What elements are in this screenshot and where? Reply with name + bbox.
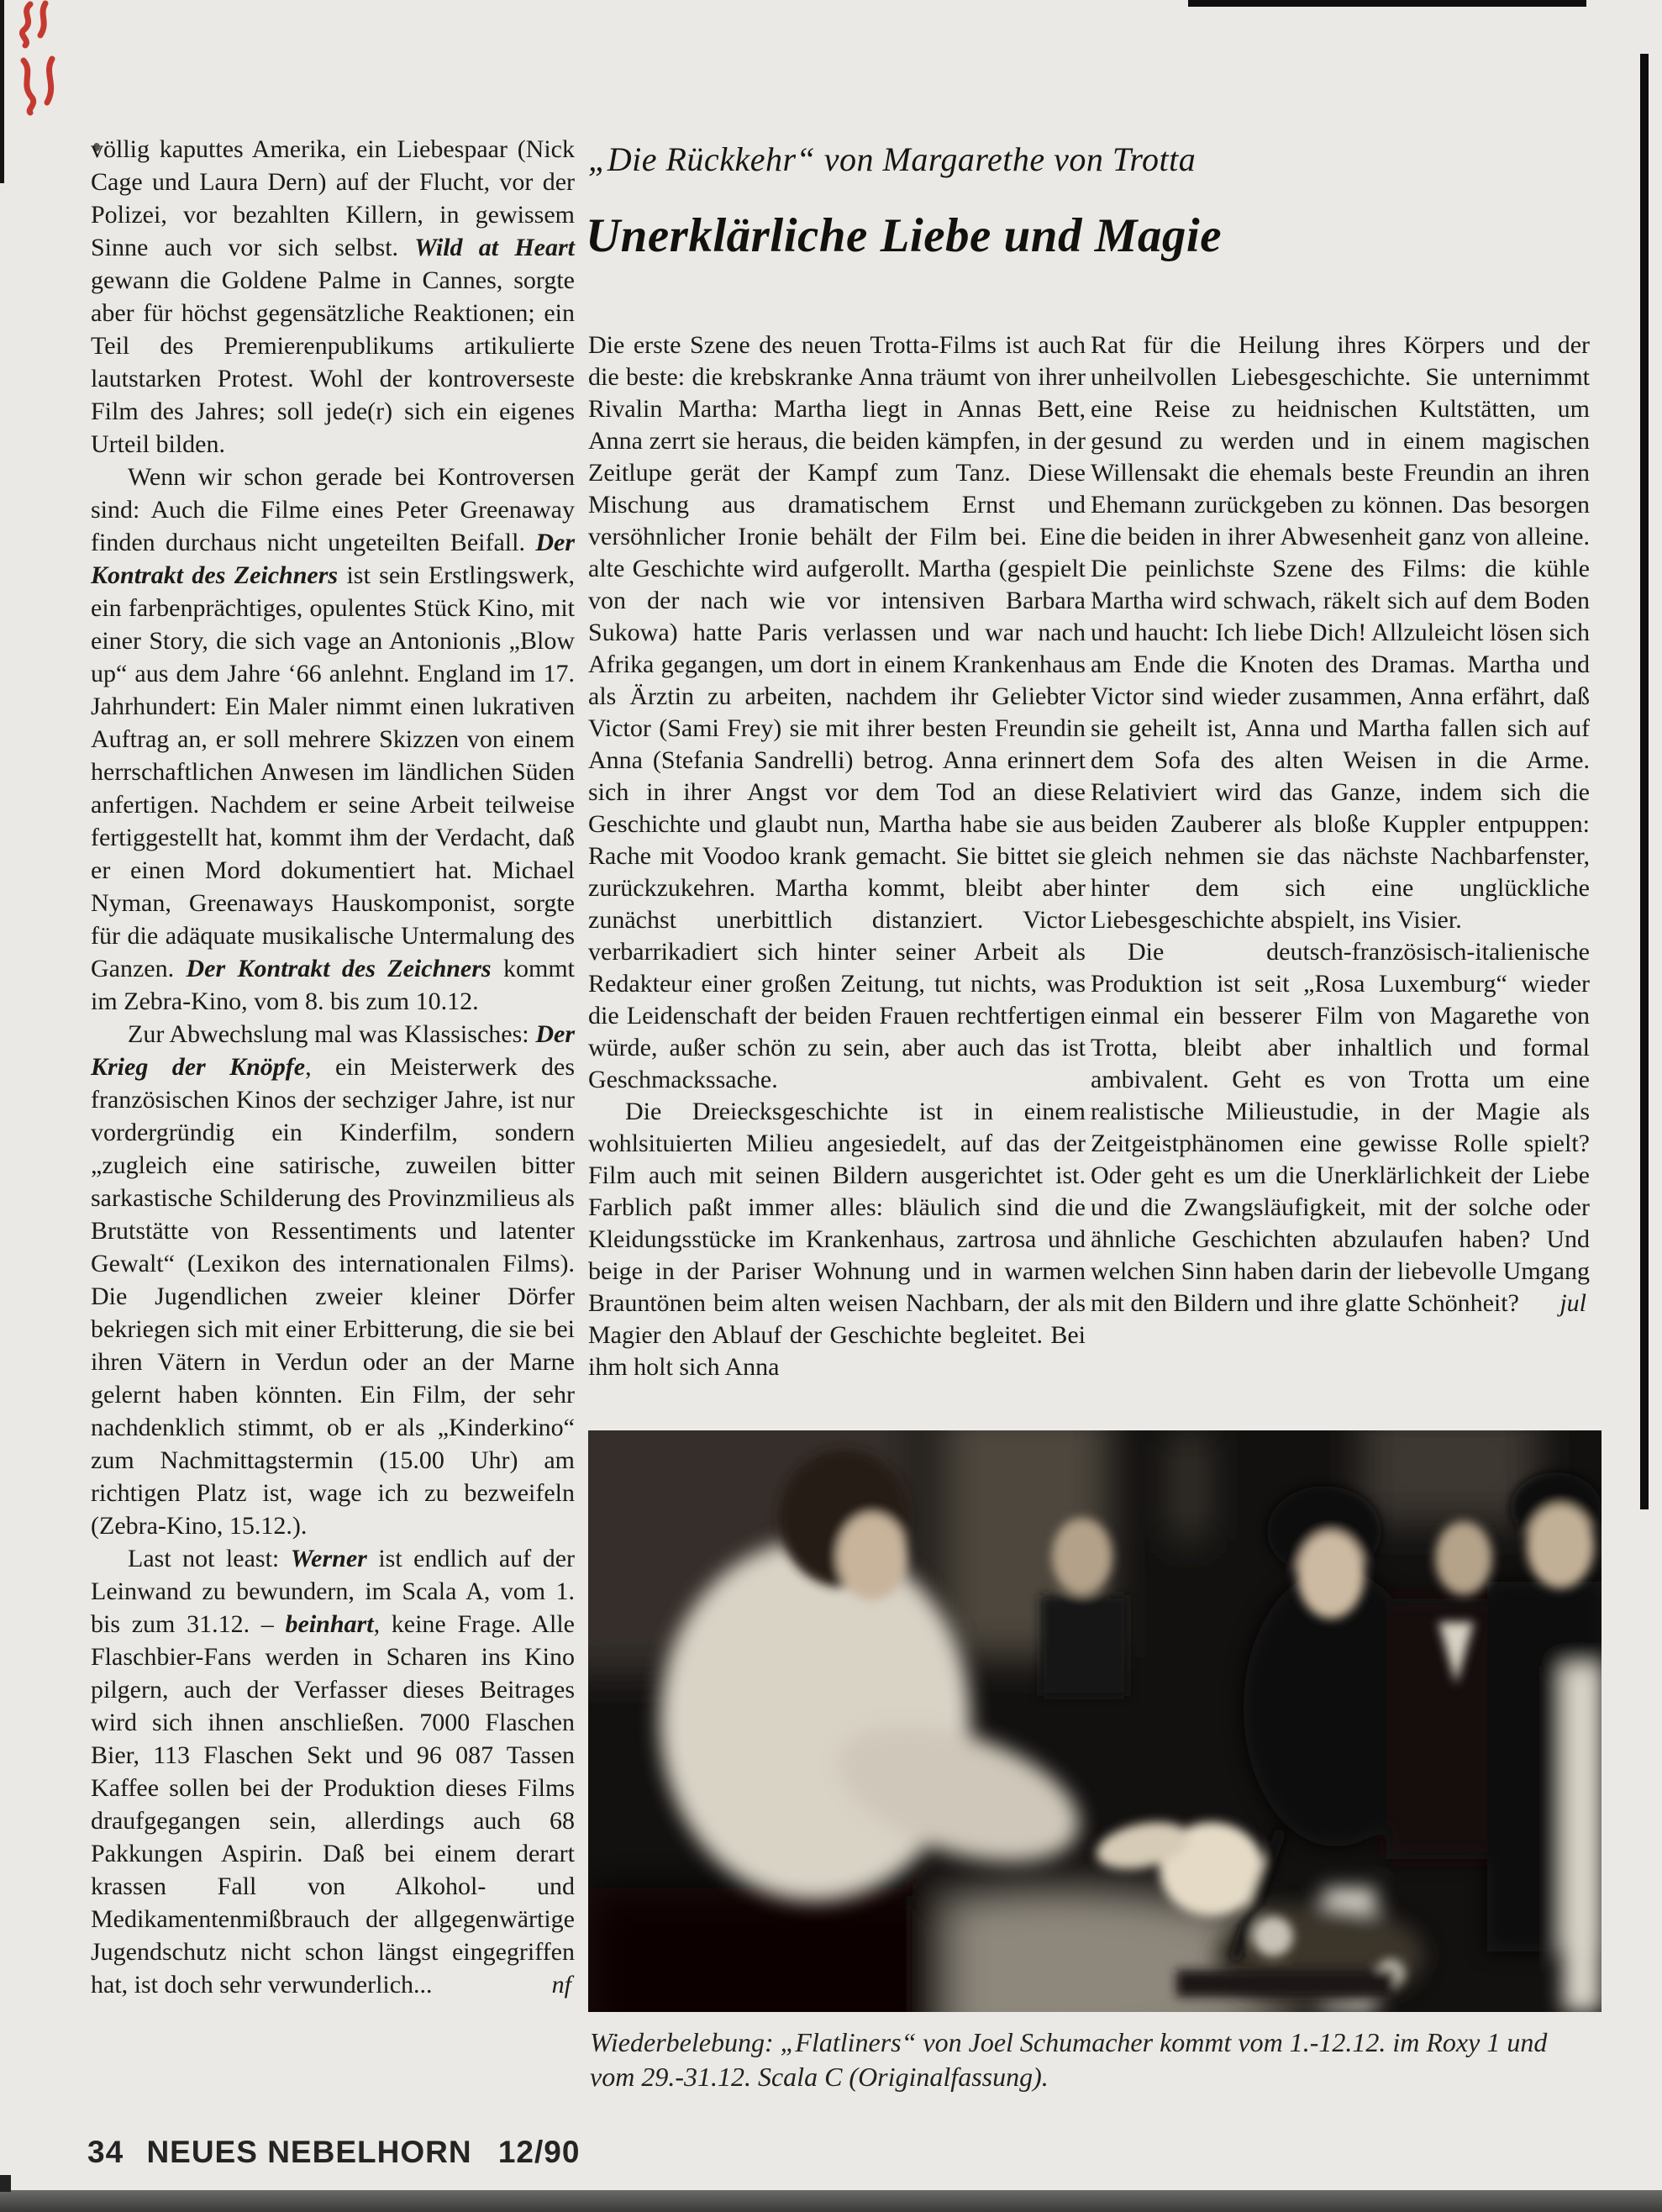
paragraph: [91, 133, 575, 461]
paragraph: [91, 1542, 575, 2001]
text-run: Werner: [290, 1545, 367, 1572]
text-run: beinhart: [285, 1610, 374, 1638]
paragraph: [1091, 329, 1590, 936]
scan-edge-bottom: [0, 2190, 1662, 2212]
article-headline: Unerklärliche Liebe und Magie: [586, 209, 1223, 262]
right-column: [1091, 329, 1590, 1319]
paragraph: [1091, 936, 1590, 1319]
author-signature: nf: [551, 1971, 571, 1999]
text-run: kommt im Zebra-Kino, vom 8. bis zum 10.12.: [91, 955, 575, 1015]
page-footer: [87, 2135, 844, 2170]
text-run: , ein Meisterwerk des französischen Kinos der sechziger Jahre, ist nur vordergründig ein Kinderfilm, sondern „zugleich eine satirische, zuweilen bitter sarkastische Schilderung des Provinzmilieus als Brutstätte von Ressentiments und latenter Gewalt“ (Lexikon des internationalen Films). Die Jugendlichen zweier kleiner Dörfer bekriegen sich mit einer Erbitterung, die sie bei ihren Vätern in Verdun oder an der Marne gelernt haben könnten. Ein Film, der sehr nachdenklich stimmt, ob er als „Kinderkino“ zum Nachmittagstermin (15.00 Uhr) am richtigen Platz ist, wage ich zu bezweifeln (Zebra-Kino, 15.12.).: [91, 1053, 575, 1540]
scan-edge-right: [1640, 54, 1649, 1509]
text-run: Der Krieg der Knöpfe: [91, 1020, 575, 1081]
red-pen-scribble-icon: [5, 0, 69, 118]
text-run: Die Dreiecksgeschichte ist in einem wohlsituierten Milieu angesiedelt, auf das der Film auch mit seinen Bildern ausgerichtet ist. Farblich paßt immer alles: bläulich sind die Kleidungsstücke im Krankenhaus, zartrosa und beige in der Pariser Wohnung und in warmen Brauntönen beim alten weisen Nachbarn, der als Magier den Ablauf der Geschichte begleitet. Bei ihm holt sich Anna: [588, 1098, 1086, 1381]
issue-number: 12/90: [497, 2135, 581, 2169]
paragraph: [588, 1096, 1086, 1383]
text-run: Zur Abwechslung mal was Klassisches:: [128, 1020, 536, 1048]
left-column: [91, 133, 575, 2001]
photo-caption: Wiederbelebung: „Flatliners“ von Joel Schumacher kommt vom 1.-12.12. im Roxy 1 und vom 29.-31.12. Scala C (Originalfassung).: [590, 2027, 1548, 2092]
text-run: ist sein Erstlingswerk, ein farbenprächtiges, opulentes Stück Kino, mit einer Story, die sich vage an Antonionis „Blow up“ aus dem Jahre ‘66 anlehnt. England im 17. Jahrhundert: Ein Maler nimmt einen lukrativen Auftrag an, er soll mehrere Skizzen von einem herrschaftlichen Anwesen im ländlichen Süden anfertigen. Nachdem er seine Arbeit teilweise fertiggestellt hat, kommt ihm der Verdacht, daß er einen Mord dokumentiert hat. Michael Nyman, Greenaways Hauskomponist, sorgte für die adäquate musikalische Untermalung des Ganzen.: [91, 561, 576, 982]
text-run: Wild at Heart: [414, 234, 575, 261]
author-signature: jul: [1559, 1289, 1586, 1317]
paragraph: [91, 461, 575, 1018]
text-run: Der Kontrakt des Zeichners: [91, 529, 575, 589]
text-run: Wenn wir schon gerade bei Kontroversen sind: Auch die Filme eines Peter Greenaway finden durchaus nicht ungeteilten Beifall.: [91, 463, 575, 556]
magazine-title: NEUES NEBELHORN: [146, 2135, 472, 2169]
film-still-art: [588, 1430, 1602, 2012]
article-kicker: „Die Rückkehr“ von Margarethe von Trotta: [588, 140, 1197, 178]
scan-edge-left: [0, 0, 4, 183]
text-run: Rat für die Heilung ihres Körpers und der unheilvollen Liebesgeschichte. Sie unternimmt eine Reise zu heidnischen Kultstätten, um gesund zu werden und in einem magischen Willensakt die ehemals beste Freundin an ihren Ehemann zurückgeben zu können. Das besorgen die beiden in ihrer Abwesenheit ganz von alleine. Die peinlichste Szene des Films: die kühle Martha wird schwach, räkelt sich auf dem Boden und haucht: Ich liebe Dich! Allzuleicht lösen sich am Ende die Knoten des Dramas. Martha und Victor sind wieder zusammen, Anna erfährt, daß sie geheilt ist, Anna und Martha fallen sich auf dem Sofa des alten Weisen in die Arme. Relativiert wird das Ganze, indem sich die beiden Zauberer als bloße Kuppler entpuppen: gleich nehmen sie das nächste Nachbarfenster, hinter dem sich eine unglückliche Liebesgeschichte abspielt, ins Visier.: [1091, 331, 1590, 934]
text-run: , keine Frage. Alle Flaschbier-Fans werden in Scharen ins Kino pilgern, auch der Verfasser dieses Beitrages wird sich ihnen anschließen. 7000 Flaschen Bier, 113 Flaschen Sekt und 96 087 Tassen Kaffee sollen bei der Produktion dieses Films draufgegangen sein, allerdings auch 68 Pakkungen Aspirin. Daß bei einem derart krassen Fall von Alkohol- und Medikamentenmißbrauch der allgegenwärtige Jugendschutz nicht schon längst eingegriffen hat, ist doch sehr verwunderlich...: [91, 1610, 575, 1999]
middle-column: [588, 329, 1086, 1383]
film-still-photo: [588, 1430, 1602, 2012]
text-run: gewann die Goldene Palme in Cannes, sorgte aber für höchst gegensätzliche Reaktionen; ein Teil des Premierenpublikums artikulierte lautstarken Protest. Wohl der kontroverseste Film des Jahres; soll jede(r) sich ein eigenes Urteil bilden.: [91, 266, 575, 458]
text-run: Last not least:: [128, 1545, 291, 1572]
scan-spot-bottom-left: [0, 2175, 11, 2192]
text-run: völlig kaputtes Amerika, ein Liebespaar (Nick Cage und Laura Dern) auf der Flucht, vor der Polizei, vor bezahlten Killern, in gewissem Sinne auch vor sich selbst.: [91, 135, 575, 261]
paragraph: [588, 329, 1086, 1096]
text-run: Die erste Szene des neuen Trotta-Films ist auch die beste: die krebskranke Anna träumt von ihrer Rivalin Martha: Martha liegt in Annas Bett, Anna zerrt sie heraus, die beiden kämpfen, in der Zeitlupe gerät der Kampf zum Tanz. Diese Mischung aus dramatischem Ernst und versöhnlicher Ironie behält der Film bei. Eine alte Geschichte wird aufgerollt. Martha (gespielt von der nach wie vor intensiven Barbara Sukowa) hatte Paris verlassen und war nach Afrika gegangen, um dort in einem Krankenhaus als Ärztin zu arbeiten, nachdem ihr Geliebter Victor (Sami Frey) sie mit ihrer besten Freundin Anna (Stefania Sandrelli) betrog. Anna erinnert sich in ihrer Angst vor dem Tod an diese Geschichte und glaubt nun, Martha habe sie aus Rache mit Voodoo krank gemacht. Sie bittet sie zurückzukehren. Martha kommt, bleibt aber zunächst unerbittlich distanziert. Victor verbarrikadiert sich hinter seiner Arbeit als Redakteur einer großen Zeitung, tut nichts, was die Leidenschaft der beiden Frauen rechtfertigen würde, außer schön zu sein, aber auch das ist Geschmackssache.: [588, 331, 1086, 1093]
text-run: Die deutsch-französisch-italienische Produktion ist seit „Rosa Luxemburg“ wieder einmal ein besserer Film von Magarethe von Trotta, bleibt aber inhaltlich und formal ambivalent. Geht es von Trotta um eine realistische Milieustudie, in der Magie als Zeitgeistphänomen eine gewisse Rolle spielt? Oder geht es um die Unerklärlichkeit der Liebe und die Zwangsläufigkeit, mit der solche oder ähnliche Geschichten abzulaufen haben? Und welchen Sinn haben darin der liebevolle Umgang mit den Bildern und ihre glatte Schönheit?: [1091, 938, 1590, 1317]
page-number: 34: [87, 2135, 124, 2169]
text-run: Der Kontrakt des Zeichners: [186, 955, 492, 982]
scan-edge-top-right: [1188, 0, 1586, 7]
text-run: ist endlich auf der Leinwand zu bewundern, im Scala A, vom 1. bis zum 31.12. –: [91, 1545, 575, 1638]
paragraph: [91, 1018, 575, 1542]
